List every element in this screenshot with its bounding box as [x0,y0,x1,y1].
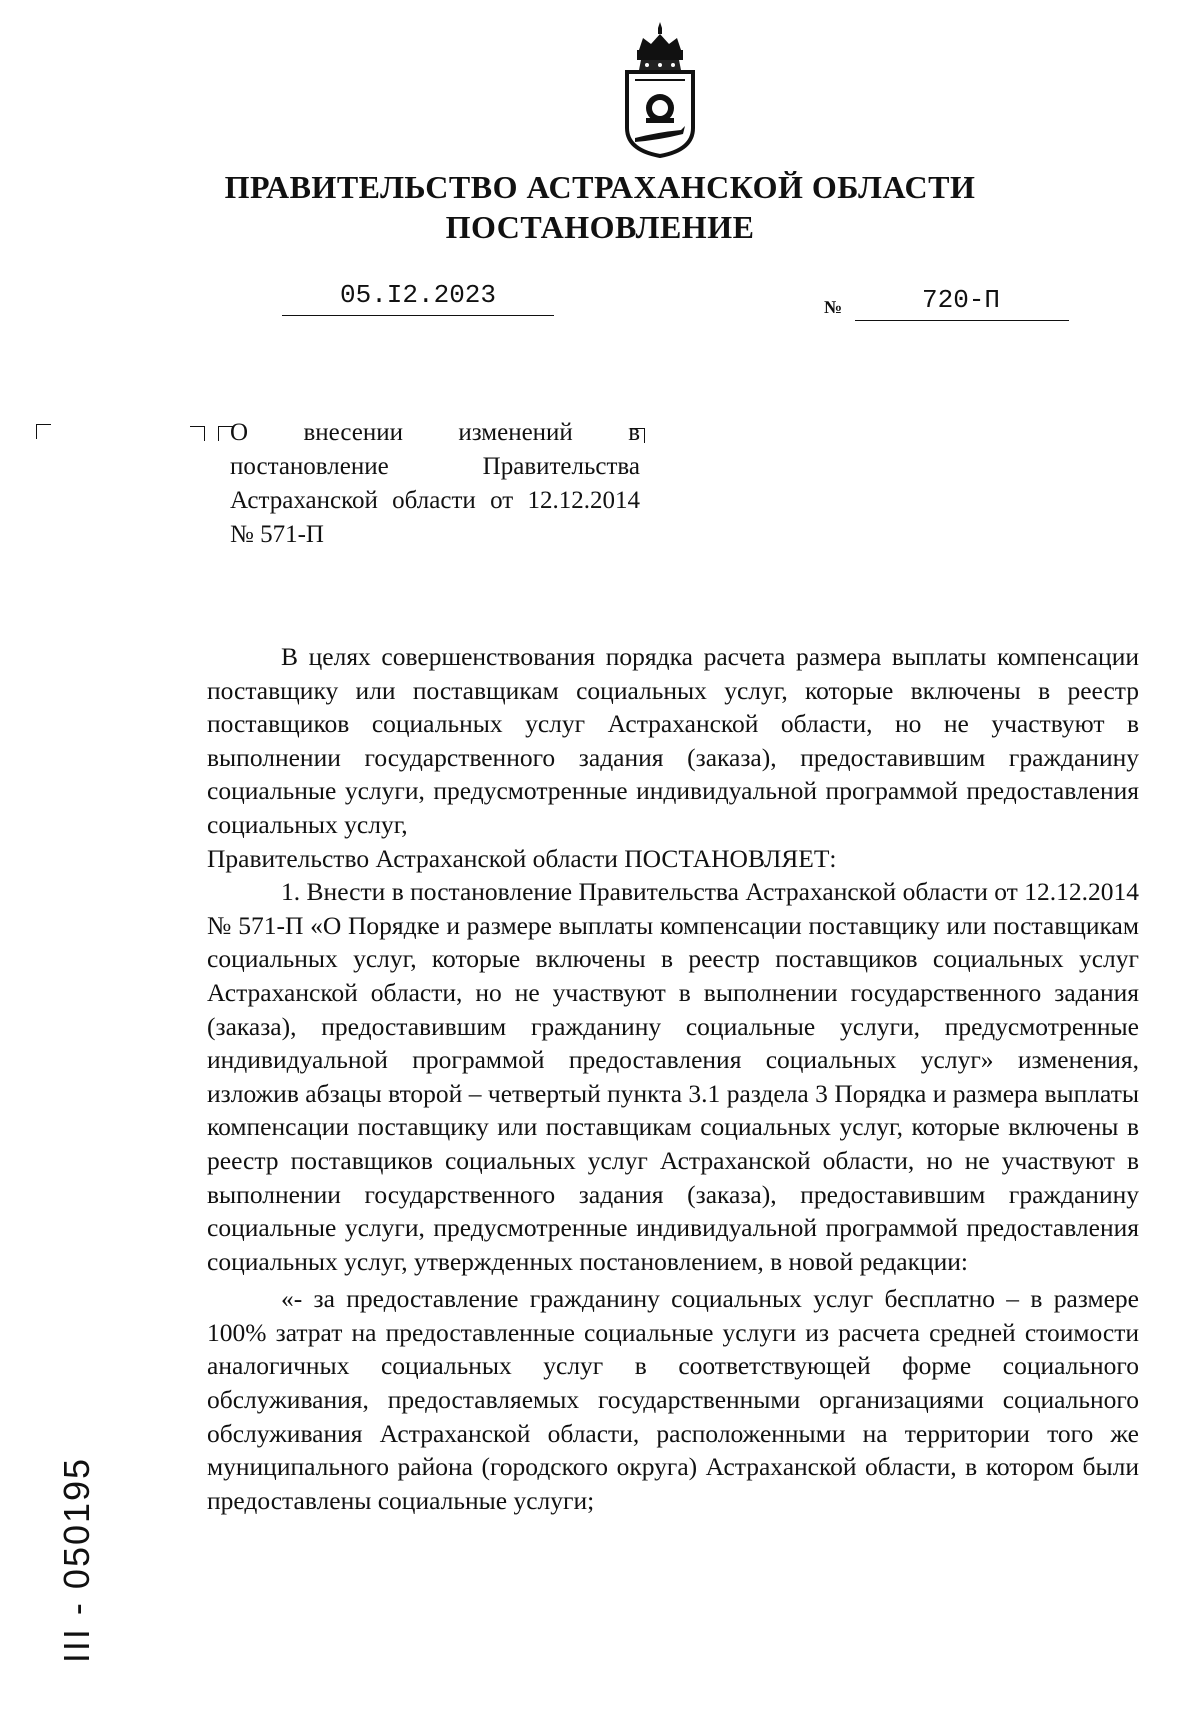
resolution-line: Правительство Астраханской области ПОСТАНОВЛЯЕТ: [207,843,837,873]
document-body [207,640,1139,1517]
document-subject: О внесении изменений в постановление Правительства Астраханской области от 12.12.2014 № 571-П [230,419,640,548]
corner-mark [190,426,205,441]
item-1-paragraph: 1. Внести в постановление Правительства Астраханской области от 12.12.2014 № 571-П «О Порядке и размере выплаты компенсации поставщику или поставщикам социальных услуг, которые включены в реестр поставщиков социальных услуг Астраханской области, но не участвуют в выполнении государственного задания (заказа), предоставившим гражданину социальные услуги, предусмотренные индивидуальной программой предоставления социальных услуг» изменения, изложив абзацы второй – четвертый пункта 3.1 раздела 3 Порядка и размера выплаты компенсации поставщику или поставщикам социальных услуг, которые включены в реестр поставщиков социальных услуг Астраханской области, но не участвуют в выполнении государственного задания (заказа), предоставившим гражданину социальные услуги, предусмотренные индивидуальной программой предоставления социальных услуг, утвержденных постановлением, в новой редакции: [207,877,1139,1276]
number-underline [855,320,1069,321]
document-type: ПОСТАНОВЛЕНИЕ [445,209,755,245]
side-code-text: III - 050195 [56,1456,97,1664]
preamble-paragraph: В целях совершенствования порядка расчета размера выплаты компенсации поставщику или поставщикам социальных услуг, которые включены в реестр поставщиков социальных услуг Астраханской области, но не участвуют в выполнении государственного задания (заказа), предоставившим гражданину социальные услуги, предусмотренные индивидуальной программой предоставления социальных услуг, [207,642,1139,839]
organization-name: ПРАВИТЕЛЬСТВО АСТРАХАНСКОЙ ОБЛАСТИ [224,169,976,205]
side-registration-code [57,1420,97,1700]
quoted-paragraph: «- за предоставление гражданину социальных услуг бесплатно – в размере 100% затрат на предоставленные социальные услуги из расчета средней стоимости аналогичных социальных услуг в соответствующей форме социального обслуживания, предоставляемых государственными организациями социального обслуживания Астраханской области, расположенными на территории того же муниципального района (городского округа) Астраханской области, в котором были предоставлены социальные услуги; [207,1284,1139,1515]
date-underline [282,315,554,316]
number-sign: № [824,297,843,317]
corner-mark [36,424,51,439]
document-number: 720-П [921,285,1000,315]
document-date: 05.I2.2023 [339,280,497,310]
coat-of-arms-icon [621,20,699,158]
document-header [0,167,1200,247]
